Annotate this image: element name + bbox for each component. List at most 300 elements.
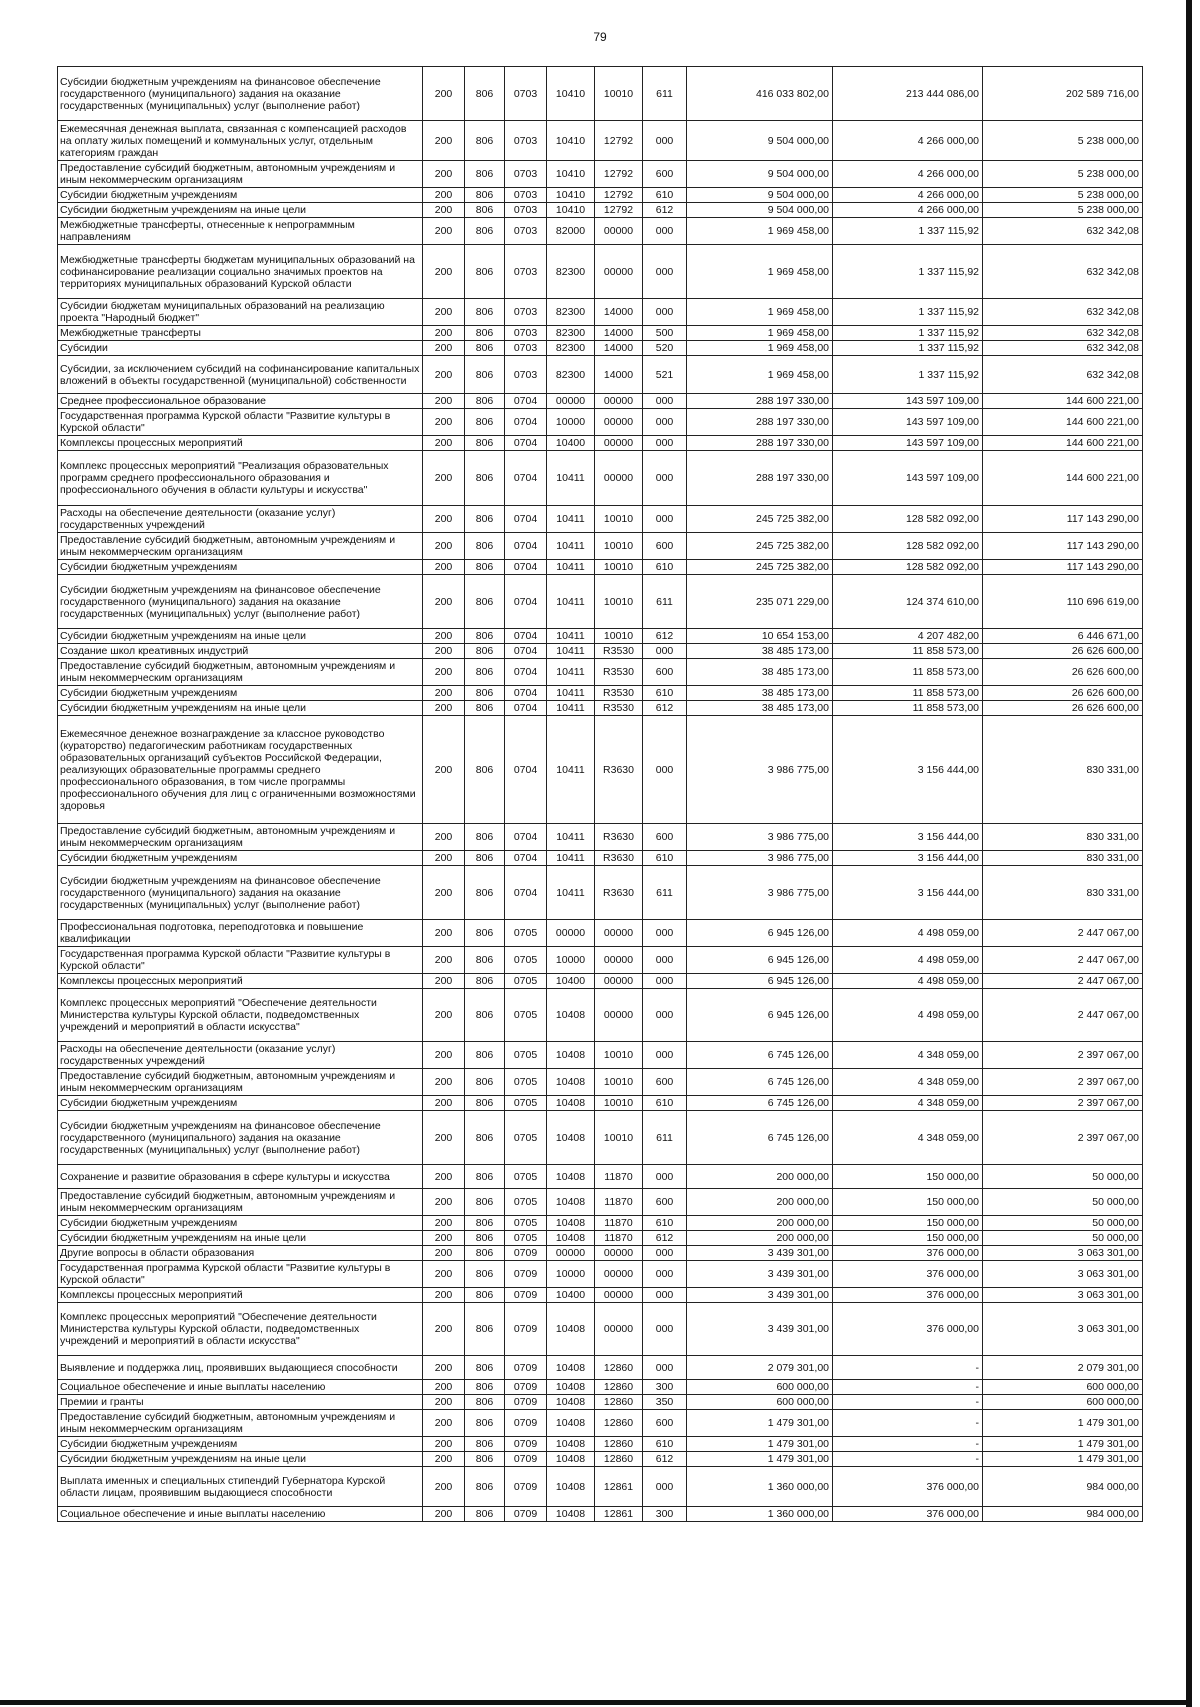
row-amount-total: 9 504 000,00	[687, 161, 833, 188]
row-amount-col2: 4 266 000,00	[833, 203, 983, 218]
table-row	[58, 394, 1143, 409]
row-code-chapter: 200	[423, 326, 465, 341]
row-code-direction: 14000	[595, 299, 643, 326]
row-description: Предоставление субсидий бюджетным, автономным учреждениям и иным некоммерческим организациям	[58, 533, 423, 560]
row-code-expense-type: 000	[643, 1261, 687, 1288]
row-code-direction: 10010	[595, 560, 643, 575]
row-amount-total: 6 745 126,00	[687, 1069, 833, 1096]
row-code-chapter: 200	[423, 1261, 465, 1288]
row-amount-col2: -	[833, 1380, 983, 1395]
row-code-program: 10408	[547, 1069, 595, 1096]
row-code-chapter: 200	[423, 67, 465, 121]
row-amount-total: 1 969 458,00	[687, 299, 833, 326]
row-code-expense-type: 612	[643, 203, 687, 218]
row-amount-col3: 830 331,00	[983, 824, 1143, 851]
row-code-direction: 11870	[595, 1189, 643, 1216]
row-description: Субсидии бюджетам муниципальных образований на реализацию проекта "Народный бюджет"	[58, 299, 423, 326]
row-code-program: 10411	[547, 644, 595, 659]
row-code-section: 0704	[505, 394, 547, 409]
row-description: Субсидии бюджетным учреждениям	[58, 188, 423, 203]
row-amount-col2: 376 000,00	[833, 1261, 983, 1288]
table-row	[58, 1467, 1143, 1507]
row-description: Субсидии бюджетным учреждениям на иные цели	[58, 203, 423, 218]
row-amount-col2: 1 337 115,92	[833, 299, 983, 326]
row-code-program: 00000	[547, 394, 595, 409]
row-code-section: 0709	[505, 1507, 547, 1522]
row-code-ministry: 806	[465, 575, 505, 629]
table-row	[58, 67, 1143, 121]
row-amount-col2: 3 156 444,00	[833, 866, 983, 920]
row-amount-col3: 117 143 290,00	[983, 560, 1143, 575]
row-amount-col3: 5 238 000,00	[983, 203, 1143, 218]
row-amount-total: 38 485 173,00	[687, 686, 833, 701]
row-amount-col2: 3 156 444,00	[833, 824, 983, 851]
row-amount-col3: 26 626 600,00	[983, 659, 1143, 686]
row-code-section: 0709	[505, 1395, 547, 1410]
row-code-chapter: 200	[423, 1303, 465, 1356]
row-code-direction: 00000	[595, 394, 643, 409]
row-code-program: 10408	[547, 1356, 595, 1380]
row-amount-col3: 5 238 000,00	[983, 121, 1143, 161]
row-code-program: 10408	[547, 1216, 595, 1231]
row-amount-col2: 150 000,00	[833, 1216, 983, 1231]
row-code-program: 82300	[547, 245, 595, 299]
row-code-ministry: 806	[465, 161, 505, 188]
table-row	[58, 356, 1143, 394]
row-code-program: 10410	[547, 161, 595, 188]
row-code-chapter: 200	[423, 920, 465, 947]
row-code-section: 0703	[505, 218, 547, 245]
row-amount-total: 1 969 458,00	[687, 356, 833, 394]
table-row	[58, 1216, 1143, 1231]
row-amount-col3: 632 342,08	[983, 218, 1143, 245]
row-code-direction: 11870	[595, 1216, 643, 1231]
row-code-section: 0703	[505, 188, 547, 203]
table-row	[58, 644, 1143, 659]
row-code-ministry: 806	[465, 1042, 505, 1069]
row-amount-total: 288 197 330,00	[687, 409, 833, 436]
row-amount-total: 3 439 301,00	[687, 1261, 833, 1288]
row-code-expense-type: 521	[643, 356, 687, 394]
row-code-section: 0709	[505, 1261, 547, 1288]
row-description: Субсидии	[58, 341, 423, 356]
row-code-direction: 10010	[595, 67, 643, 121]
row-amount-col3: 144 600 221,00	[983, 394, 1143, 409]
row-description: Межбюджетные трансферты, отнесенные к непрограммным направлениям	[58, 218, 423, 245]
row-description: Межбюджетные трансферты бюджетам муниципальных образований на софинансирование реализации социально значимых проектов на территориях муниципальных образований Курской области	[58, 245, 423, 299]
row-amount-col3: 26 626 600,00	[983, 701, 1143, 716]
row-code-ministry: 806	[465, 947, 505, 974]
row-code-expense-type: 600	[643, 1410, 687, 1437]
row-code-program: 10411	[547, 686, 595, 701]
row-code-expense-type: 500	[643, 326, 687, 341]
row-description: Сохранение и развитие образования в сфере культуры и искусства	[58, 1165, 423, 1189]
row-amount-col2: 376 000,00	[833, 1288, 983, 1303]
row-code-program: 82300	[547, 326, 595, 341]
row-amount-col2: 11 858 573,00	[833, 644, 983, 659]
table-row	[58, 1380, 1143, 1395]
row-amount-total: 6 945 126,00	[687, 947, 833, 974]
row-amount-total: 200 000,00	[687, 1189, 833, 1216]
row-code-program: 10411	[547, 575, 595, 629]
row-code-ministry: 806	[465, 560, 505, 575]
row-amount-col3: 632 342,08	[983, 299, 1143, 326]
table-row	[58, 851, 1143, 866]
table-row	[58, 1096, 1143, 1111]
row-code-section: 0705	[505, 1111, 547, 1165]
row-code-direction: 12861	[595, 1467, 643, 1507]
row-amount-col2: 213 444 086,00	[833, 67, 983, 121]
table-row	[58, 866, 1143, 920]
row-code-expense-type: 612	[643, 701, 687, 716]
row-code-ministry: 806	[465, 1452, 505, 1467]
row-code-program: 10411	[547, 851, 595, 866]
row-code-chapter: 200	[423, 716, 465, 824]
table-row	[58, 161, 1143, 188]
row-amount-total: 600 000,00	[687, 1380, 833, 1395]
row-description: Субсидии бюджетным учреждениям	[58, 1437, 423, 1452]
row-code-section: 0705	[505, 1042, 547, 1069]
row-code-expense-type: 610	[643, 188, 687, 203]
row-code-ministry: 806	[465, 218, 505, 245]
row-amount-col3: 50 000,00	[983, 1231, 1143, 1246]
row-code-ministry: 806	[465, 394, 505, 409]
row-code-ministry: 806	[465, 1288, 505, 1303]
row-code-ministry: 806	[465, 1231, 505, 1246]
row-code-chapter: 200	[423, 121, 465, 161]
table-row	[58, 1452, 1143, 1467]
row-code-expense-type: 000	[643, 121, 687, 161]
row-code-chapter: 200	[423, 1395, 465, 1410]
budget-table	[57, 66, 1143, 1522]
row-code-ministry: 806	[465, 1356, 505, 1380]
row-code-expense-type: 600	[643, 1069, 687, 1096]
row-code-chapter: 200	[423, 245, 465, 299]
row-code-chapter: 200	[423, 575, 465, 629]
row-code-program: 10411	[547, 451, 595, 506]
row-amount-col3: 117 143 290,00	[983, 533, 1143, 560]
row-code-chapter: 200	[423, 356, 465, 394]
row-description: Государственная программа Курской области "Развитие культуры в Курской области"	[58, 1261, 423, 1288]
row-amount-col3: 144 600 221,00	[983, 409, 1143, 436]
row-code-section: 0705	[505, 1189, 547, 1216]
row-amount-total: 3 986 775,00	[687, 866, 833, 920]
row-code-ministry: 806	[465, 67, 505, 121]
row-code-chapter: 200	[423, 533, 465, 560]
row-description: Субсидии бюджетным учреждениям	[58, 851, 423, 866]
row-code-expense-type: 300	[643, 1380, 687, 1395]
row-amount-col3: 6 446 671,00	[983, 629, 1143, 644]
row-code-section: 0705	[505, 1096, 547, 1111]
row-code-direction: 10010	[595, 575, 643, 629]
row-code-program: 10408	[547, 1165, 595, 1189]
row-amount-total: 200 000,00	[687, 1165, 833, 1189]
table-row	[58, 451, 1143, 506]
row-code-program: 10408	[547, 1303, 595, 1356]
row-amount-total: 6 745 126,00	[687, 1096, 833, 1111]
row-amount-total: 3 986 775,00	[687, 851, 833, 866]
row-amount-col2: -	[833, 1452, 983, 1467]
row-code-section: 0704	[505, 824, 547, 851]
row-amount-col3: 144 600 221,00	[983, 451, 1143, 506]
row-code-section: 0703	[505, 299, 547, 326]
table-row	[58, 533, 1143, 560]
row-code-section: 0705	[505, 974, 547, 989]
row-code-expense-type: 000	[643, 218, 687, 245]
row-amount-col2: 4 266 000,00	[833, 121, 983, 161]
row-code-program: 82300	[547, 299, 595, 326]
table-row	[58, 245, 1143, 299]
row-amount-total: 1 360 000,00	[687, 1467, 833, 1507]
row-code-direction: 00000	[595, 436, 643, 451]
row-amount-total: 1 969 458,00	[687, 341, 833, 356]
row-code-direction: R3630	[595, 866, 643, 920]
row-code-chapter: 200	[423, 824, 465, 851]
row-code-ministry: 806	[465, 1303, 505, 1356]
row-amount-col3: 3 063 301,00	[983, 1261, 1143, 1288]
row-code-section: 0703	[505, 121, 547, 161]
row-code-chapter: 200	[423, 1452, 465, 1467]
row-code-direction: R3630	[595, 851, 643, 866]
row-amount-col3: 984 000,00	[983, 1507, 1143, 1522]
row-amount-total: 9 504 000,00	[687, 188, 833, 203]
row-code-direction: 12861	[595, 1507, 643, 1522]
row-code-direction: 10010	[595, 1096, 643, 1111]
table-row	[58, 560, 1143, 575]
row-code-ministry: 806	[465, 1189, 505, 1216]
row-code-expense-type: 000	[643, 436, 687, 451]
row-code-section: 0705	[505, 1165, 547, 1189]
row-code-chapter: 200	[423, 866, 465, 920]
row-code-direction: 12860	[595, 1437, 643, 1452]
table-row	[58, 1395, 1143, 1410]
row-code-expense-type: 000	[643, 451, 687, 506]
row-code-expense-type: 000	[643, 1303, 687, 1356]
row-amount-col2: 3 156 444,00	[833, 716, 983, 824]
row-code-chapter: 200	[423, 451, 465, 506]
row-code-direction: 12860	[595, 1395, 643, 1410]
row-amount-col3: 632 342,08	[983, 326, 1143, 341]
row-amount-col2: 4 498 059,00	[833, 920, 983, 947]
row-description: Субсидии бюджетным учреждениям	[58, 560, 423, 575]
row-amount-col3: 830 331,00	[983, 866, 1143, 920]
row-code-ministry: 806	[465, 245, 505, 299]
row-code-direction: 00000	[595, 1288, 643, 1303]
row-code-expense-type: 611	[643, 575, 687, 629]
row-code-section: 0704	[505, 560, 547, 575]
row-code-program: 10408	[547, 1111, 595, 1165]
row-amount-col2: 1 337 115,92	[833, 341, 983, 356]
row-code-ministry: 806	[465, 409, 505, 436]
row-code-program: 00000	[547, 920, 595, 947]
row-code-ministry: 806	[465, 1069, 505, 1096]
row-description: Комплексы процессных мероприятий	[58, 974, 423, 989]
row-code-program: 10000	[547, 1261, 595, 1288]
row-code-program: 10411	[547, 866, 595, 920]
row-amount-col2: 3 156 444,00	[833, 851, 983, 866]
row-code-direction: 12792	[595, 203, 643, 218]
row-amount-col2: 4 498 059,00	[833, 947, 983, 974]
row-amount-col2: 376 000,00	[833, 1507, 983, 1522]
row-amount-col3: 26 626 600,00	[983, 686, 1143, 701]
row-code-section: 0705	[505, 1069, 547, 1096]
table-row	[58, 299, 1143, 326]
row-code-ministry: 806	[465, 701, 505, 716]
table-row	[58, 1410, 1143, 1437]
row-amount-col3: 2 447 067,00	[983, 989, 1143, 1042]
row-code-program: 10411	[547, 716, 595, 824]
row-description: Субсидии, за исключением субсидий на софинансирование капитальных вложений в объекты государственной (муниципальной) собственности	[58, 356, 423, 394]
row-code-direction: 11870	[595, 1165, 643, 1189]
row-code-chapter: 200	[423, 1231, 465, 1246]
row-code-direction: 14000	[595, 341, 643, 356]
row-code-program: 10411	[547, 701, 595, 716]
row-amount-total: 1 479 301,00	[687, 1437, 833, 1452]
row-code-direction: R3530	[595, 644, 643, 659]
row-code-chapter: 200	[423, 341, 465, 356]
row-amount-col2: 4 498 059,00	[833, 974, 983, 989]
table-row	[58, 1507, 1143, 1522]
row-code-ministry: 806	[465, 1111, 505, 1165]
row-code-chapter: 200	[423, 1189, 465, 1216]
row-code-expense-type: 000	[643, 644, 687, 659]
row-amount-col2: 376 000,00	[833, 1303, 983, 1356]
row-amount-col2: 143 597 109,00	[833, 436, 983, 451]
row-amount-total: 6 945 126,00	[687, 989, 833, 1042]
row-description: Социальное обеспечение и иные выплаты населению	[58, 1380, 423, 1395]
row-code-section: 0705	[505, 989, 547, 1042]
page-border-right	[1186, 0, 1192, 1707]
row-description: Комплекс процессных мероприятий "Реализация образовательных программ среднего профессионального образования и профессионального обучения в области культуры и искусства"	[58, 451, 423, 506]
row-code-chapter: 200	[423, 1288, 465, 1303]
row-code-direction: 00000	[595, 920, 643, 947]
row-description: Профессиональная подготовка, переподготовка и повышение квалификации	[58, 920, 423, 947]
row-amount-col3: 600 000,00	[983, 1395, 1143, 1410]
row-code-ministry: 806	[465, 1437, 505, 1452]
row-description: Премии и гранты	[58, 1395, 423, 1410]
row-code-section: 0709	[505, 1467, 547, 1507]
row-code-chapter: 200	[423, 701, 465, 716]
row-code-direction: 12860	[595, 1356, 643, 1380]
row-code-ministry: 806	[465, 1261, 505, 1288]
row-description: Выплата именных и специальных стипендий Губернатора Курской области лицам, проявившим выдающиеся способности	[58, 1467, 423, 1507]
row-amount-col3: 26 626 600,00	[983, 644, 1143, 659]
row-code-program: 82300	[547, 341, 595, 356]
table-row	[58, 1246, 1143, 1261]
row-code-expense-type: 350	[643, 1395, 687, 1410]
row-amount-col2: 4 266 000,00	[833, 161, 983, 188]
table-row	[58, 575, 1143, 629]
row-code-ministry: 806	[465, 644, 505, 659]
row-amount-total: 1 479 301,00	[687, 1452, 833, 1467]
row-code-section: 0709	[505, 1288, 547, 1303]
row-description: Государственная программа Курской области "Развитие культуры в Курской области"	[58, 947, 423, 974]
row-description: Государственная программа Курской области "Развитие культуры в Курской области"	[58, 409, 423, 436]
row-code-ministry: 806	[465, 866, 505, 920]
row-code-direction: 00000	[595, 1261, 643, 1288]
row-code-program: 10410	[547, 121, 595, 161]
table-row	[58, 1189, 1143, 1216]
row-amount-col2: 4 207 482,00	[833, 629, 983, 644]
row-amount-total: 245 725 382,00	[687, 560, 833, 575]
row-code-expense-type: 610	[643, 560, 687, 575]
row-amount-col2: 128 582 092,00	[833, 506, 983, 533]
table-row	[58, 1356, 1143, 1380]
row-code-program: 10410	[547, 203, 595, 218]
row-amount-col3: 632 342,08	[983, 245, 1143, 299]
row-amount-col2: 1 337 115,92	[833, 245, 983, 299]
row-code-direction: 12792	[595, 188, 643, 203]
row-code-program: 10408	[547, 1189, 595, 1216]
table-row	[58, 1069, 1143, 1096]
row-amount-col2: 11 858 573,00	[833, 701, 983, 716]
row-amount-col3: 2 397 067,00	[983, 1069, 1143, 1096]
row-code-program: 10400	[547, 1288, 595, 1303]
row-amount-col2: 376 000,00	[833, 1246, 983, 1261]
row-code-ministry: 806	[465, 121, 505, 161]
row-code-expense-type: 600	[643, 533, 687, 560]
row-amount-col2: 4 348 059,00	[833, 1111, 983, 1165]
row-amount-col3: 600 000,00	[983, 1380, 1143, 1395]
row-code-chapter: 200	[423, 659, 465, 686]
row-code-chapter: 200	[423, 436, 465, 451]
row-code-expense-type: 520	[643, 341, 687, 356]
row-code-expense-type: 600	[643, 824, 687, 851]
row-description: Комплекс процессных мероприятий "Обеспечение деятельности Министерства культуры Курской области, подведомственных учреждений и мероприятий в области искусства"	[58, 989, 423, 1042]
row-amount-col2: 376 000,00	[833, 1467, 983, 1507]
row-code-expense-type: 612	[643, 629, 687, 644]
row-code-section: 0704	[505, 533, 547, 560]
row-code-direction: 00000	[595, 409, 643, 436]
row-amount-col3: 202 589 716,00	[983, 67, 1143, 121]
row-code-ministry: 806	[465, 451, 505, 506]
row-code-expense-type: 000	[643, 394, 687, 409]
row-code-chapter: 200	[423, 1467, 465, 1507]
row-amount-total: 38 485 173,00	[687, 701, 833, 716]
row-code-chapter: 200	[423, 1410, 465, 1437]
row-code-direction: 10010	[595, 629, 643, 644]
row-code-chapter: 200	[423, 203, 465, 218]
row-code-expense-type: 610	[643, 851, 687, 866]
row-code-direction: 10010	[595, 1111, 643, 1165]
row-description: Комплекс процессных мероприятий "Обеспечение деятельности Министерства культуры Курской области, подведомственных учреждений и мероприятий в области искусства"	[58, 1303, 423, 1356]
row-code-program: 10411	[547, 560, 595, 575]
row-code-expense-type: 000	[643, 299, 687, 326]
row-amount-col2: -	[833, 1410, 983, 1437]
row-amount-col2: 150 000,00	[833, 1231, 983, 1246]
row-amount-col2: -	[833, 1395, 983, 1410]
row-code-ministry: 806	[465, 203, 505, 218]
row-code-expense-type: 610	[643, 686, 687, 701]
table-row	[58, 1261, 1143, 1288]
row-amount-col3: 632 342,08	[983, 341, 1143, 356]
row-code-expense-type: 000	[643, 1246, 687, 1261]
row-code-chapter: 200	[423, 629, 465, 644]
row-code-chapter: 200	[423, 989, 465, 1042]
row-code-direction: 00000	[595, 989, 643, 1042]
row-code-direction: 12860	[595, 1380, 643, 1395]
table-row	[58, 409, 1143, 436]
row-code-ministry: 806	[465, 659, 505, 686]
row-code-section: 0709	[505, 1303, 547, 1356]
row-code-chapter: 200	[423, 1069, 465, 1096]
table-row	[58, 1042, 1143, 1069]
row-code-section: 0704	[505, 506, 547, 533]
row-code-section: 0704	[505, 451, 547, 506]
row-code-program: 10408	[547, 989, 595, 1042]
row-code-expense-type: 600	[643, 659, 687, 686]
row-amount-col2: 4 266 000,00	[833, 188, 983, 203]
